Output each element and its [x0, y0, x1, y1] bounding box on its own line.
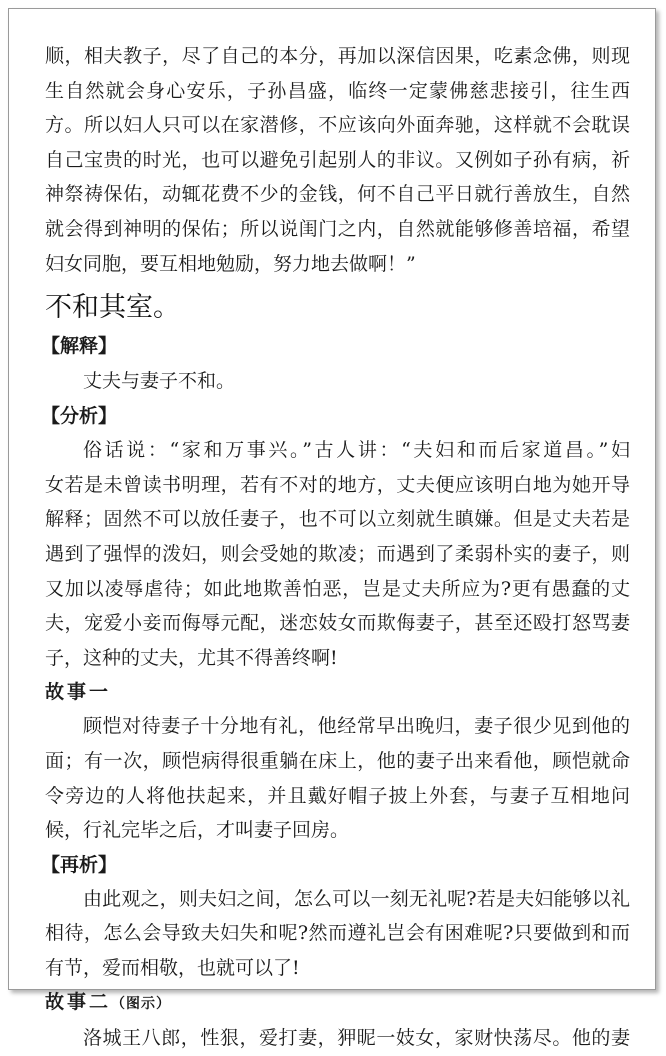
story2-paragraph [45, 1021, 630, 1056]
reanalysis-label: 【再析】 [41, 853, 118, 876]
section-heading: 不和其室。 [45, 292, 180, 324]
text-line: 方。所以妇人只可以在家潜修，不应该向外面奔驰，这样就不会耽误 [45, 114, 630, 137]
text-line: 妇女同胞，要互相地勉励，努力地去做啊！” [45, 252, 416, 275]
text-line: 有节，爱而相敬，也就可以了! [45, 956, 300, 979]
page-frame [8, 8, 656, 1050]
text-line: 又加以凌辱虐待；如此地欺善怕恶，岂是丈夫所应为?更有愚蠢的丈 [45, 577, 630, 600]
text-line: 女若是未曾读书明理，若有不对的地方，丈夫便应该明白地为她开导 [45, 473, 630, 496]
text-line: 面；有一次，顾恺病得很重躺在床上，他的妻子出来看他，顾恺就命 [45, 749, 630, 772]
text-line: 洛城王八郎，性狠，爱打妻，狎昵一妓女，家财快荡尽。他的妻 [83, 1027, 630, 1050]
intro-paragraph [45, 39, 630, 281]
text-line: 顺，相夫教子，尽了自己的本分，再加以深信因果，吃素念佛，则现 [45, 45, 630, 67]
explanation-text: 丈夫与妻子不和。 [83, 370, 236, 393]
story1-paragraph [45, 709, 630, 847]
text-line: 俗话说：“家和万事兴。”古人讲：“夫妇和而后家道昌。”妇 [83, 439, 630, 462]
text-line: 自己宝贵的时光，也可以避免引起别人的非议。又例如子孙有病，祈 [45, 148, 630, 171]
reanalysis-paragraph [45, 882, 630, 986]
text-line: 顾恺对待妻子十分地有礼，他经常早出晚归，妻子很少见到他的 [83, 715, 630, 738]
story2-illustration-tag: （图示） [111, 996, 172, 1013]
story1-title: 故事一 [45, 681, 112, 704]
explanation-label: 【解释】 [41, 335, 118, 358]
page-content [41, 39, 630, 1056]
analysis-paragraph [45, 433, 630, 675]
story2-heading [45, 985, 630, 1021]
analysis-label: 【分析】 [41, 405, 118, 428]
text-line: 生自然就会身心安乐，子孙昌盛，临终一定蒙佛慈悲接引，往生西 [45, 79, 630, 102]
text-line: 就会得到神明的保佑；所以说闺门之内，自然就能够修善培福，希望 [45, 217, 630, 240]
text-line: 由此观之，则夫妇之间，怎么可以一刻无礼呢?若是夫妇能够以礼 [83, 887, 630, 910]
text-line: 子，这种的丈夫，尤其不得善终啊! [45, 646, 338, 669]
text-line: 候，行礼完毕之后，才叫妻子回房。 [45, 819, 350, 842]
text-line: 令旁边的人将他扶起来，并且戴好帽子披上外套，与妻子互相地问 [45, 784, 630, 807]
story2-title: 故事二 [45, 991, 112, 1014]
text-line: 解释；固然不可以放任妻子，也不可以立刻就生瞋嫌。但是丈夫若是 [45, 508, 630, 531]
text-line: 夫，宠爱小妾而侮辱元配，迷恋妓女而欺侮妻子，甚至还殴打怒骂妻 [45, 612, 630, 635]
text-line: 相待，怎么会导致夫妇失和呢?然而遵礼岂会有困难呢?只要做到和而 [45, 922, 630, 945]
text-line: 神祭祷保佑，动辄花费不少的金钱，何不自己平日就行善放生，自然 [45, 183, 630, 206]
text-line: 遇到了强悍的泼妇，则会受她的欺凌；而遇到了柔弱朴实的妻子，则 [45, 542, 630, 565]
